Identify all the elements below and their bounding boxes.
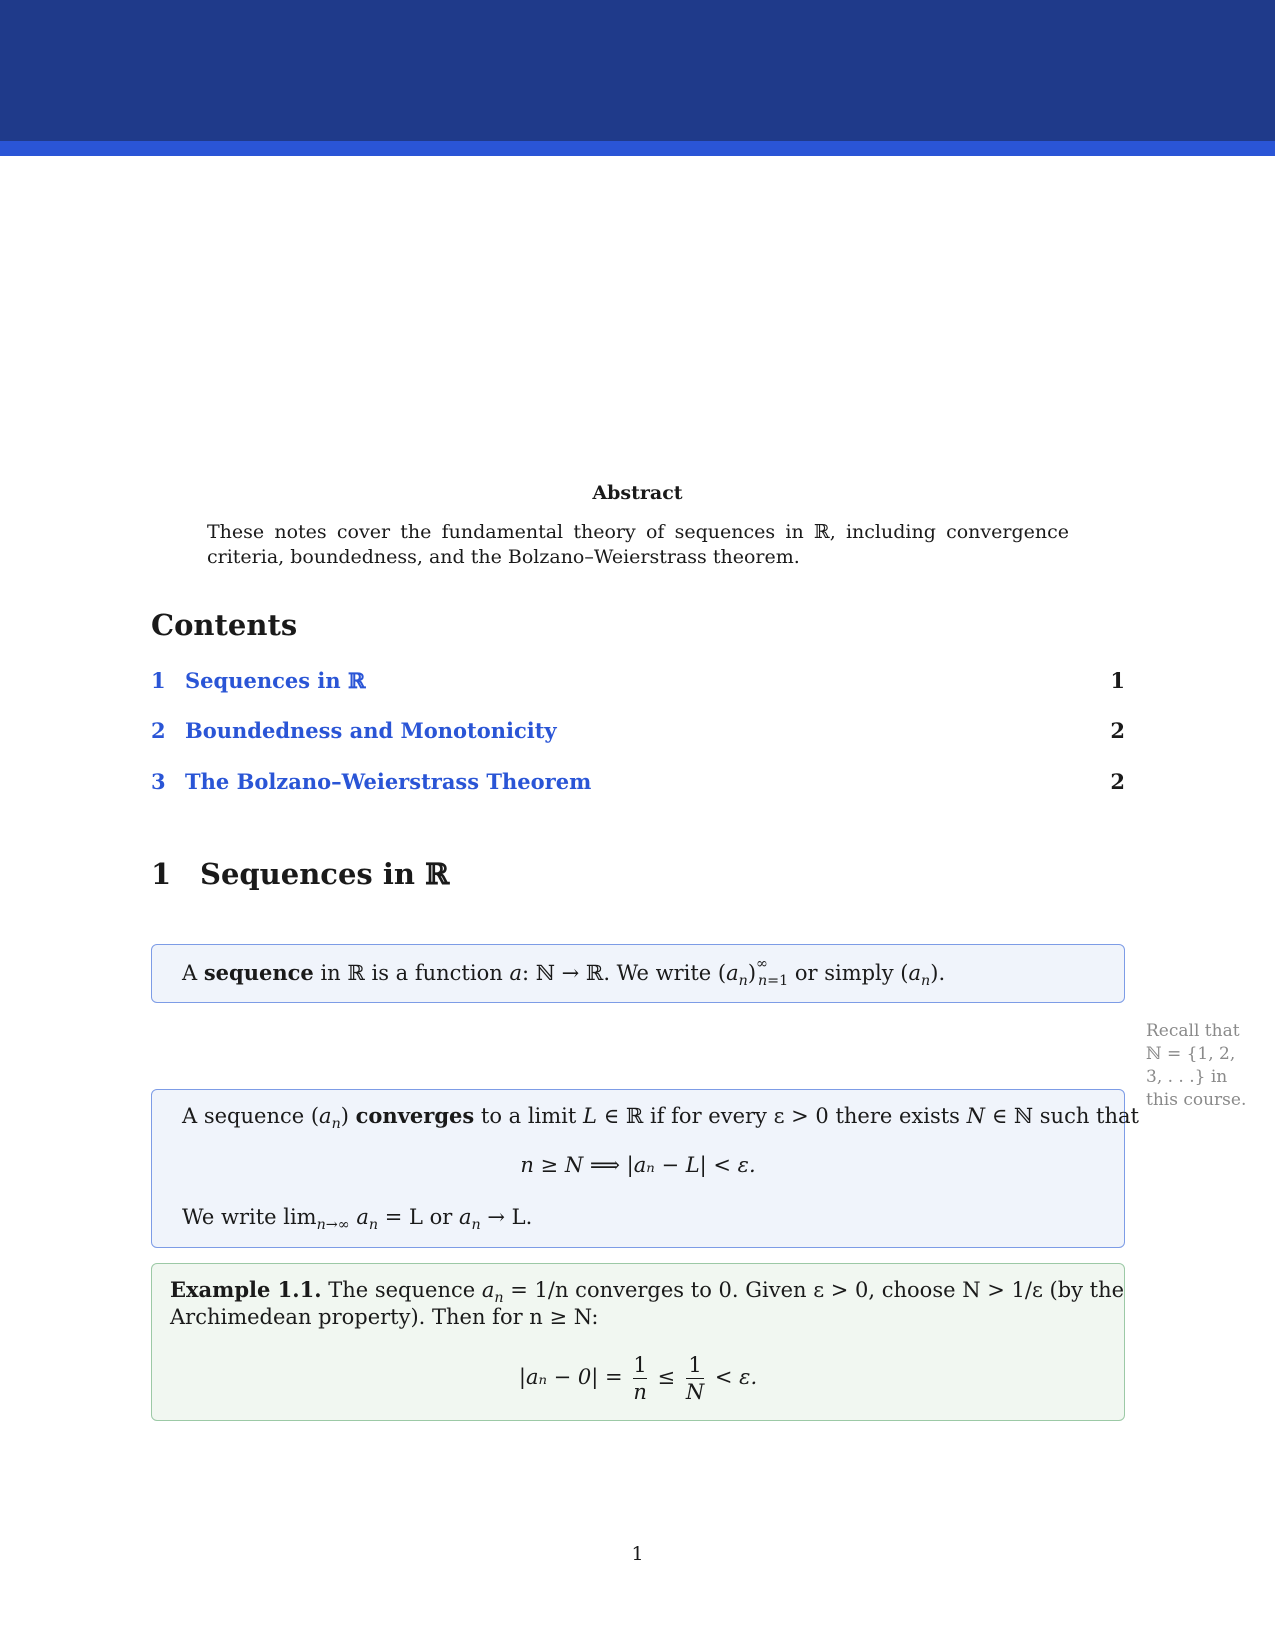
toc-entry-page: 1 xyxy=(1110,668,1125,693)
fraction-one-over-n: $\frac{1}{n}$ xyxy=(633,1353,647,1404)
definition-sequence-box xyxy=(151,944,1125,1003)
abstract-body: These notes cover the fundamental theory of sequences in ℝ, including convergence criteria, boundedness, and the Bolzano–Weierstrass theorem. xyxy=(207,521,1069,568)
header-banner xyxy=(0,0,1275,141)
term-sequence: sequence xyxy=(203,960,314,985)
header-accent-stripe xyxy=(0,141,1275,156)
toc-entry-link[interactable]: The Bolzano–Weierstrass Theorem xyxy=(185,769,592,794)
toc-entry-link[interactable]: Boundedness and Monotonicity xyxy=(185,718,557,743)
example-box xyxy=(151,1263,1125,1421)
section-number: 1 xyxy=(151,857,172,891)
definition-sequence-text: A sequence in ℝ is a function a: ℕ → ℝ. We write $(a_n)^\infty_{n=1}$ or simply $(a_n)$. xyxy=(182,956,946,990)
toc-entry-number: 3 xyxy=(151,769,166,794)
page-number: 1 xyxy=(631,1543,644,1565)
toc-entry-number: 2 xyxy=(151,718,166,743)
definition-convergence-text: A sequence $(a_n)$ converges to a limit L ∈ ℝ if for every ε > 0 there exists N ∈ ℕ such that xyxy=(182,1103,1139,1133)
contents-heading: Contents xyxy=(151,608,298,642)
definition-convergence-box xyxy=(151,1089,1139,1248)
example-display-equation: |aₙ − 0| = $\frac{1}{n}$ ≤ $\frac{1}{N}$ < ε. xyxy=(518,1353,758,1404)
example-label: Example 1.1. xyxy=(170,1277,322,1302)
toc-entry-page: 2 xyxy=(1110,718,1125,743)
convergence-display-equation: n ≥ N ⟹ |aₙ − L| < ε. xyxy=(520,1153,756,1177)
toc-entry-link[interactable]: Sequences in ℝ xyxy=(185,668,366,693)
margin-note: Recall that ℕ = {1, 2, 3, . . .} in this course. xyxy=(1146,1021,1247,1110)
toc-entry-page: 2 xyxy=(1110,769,1125,794)
example-text-line-1: Example 1.1. The sequence $a_n = 1/n$ converges to 0. Given ε > 0, choose N > 1/ε (by the xyxy=(170,1277,1125,1307)
abstract-title: Abstract xyxy=(592,482,683,504)
term-converges: converges xyxy=(355,1103,475,1128)
example-text-line-2: Archimedean property). Then for n ≥ N: xyxy=(170,1305,599,1329)
fraction-one-over-N: $\frac{1}{N}$ xyxy=(685,1353,705,1404)
section-title: Sequences in ℝ xyxy=(200,857,450,891)
limit-notation-text: We write $\lim_{n\to\infty} a_n = L$ or $a_n \to L$. xyxy=(182,1205,533,1234)
toc-entry-number: 1 xyxy=(151,668,166,693)
